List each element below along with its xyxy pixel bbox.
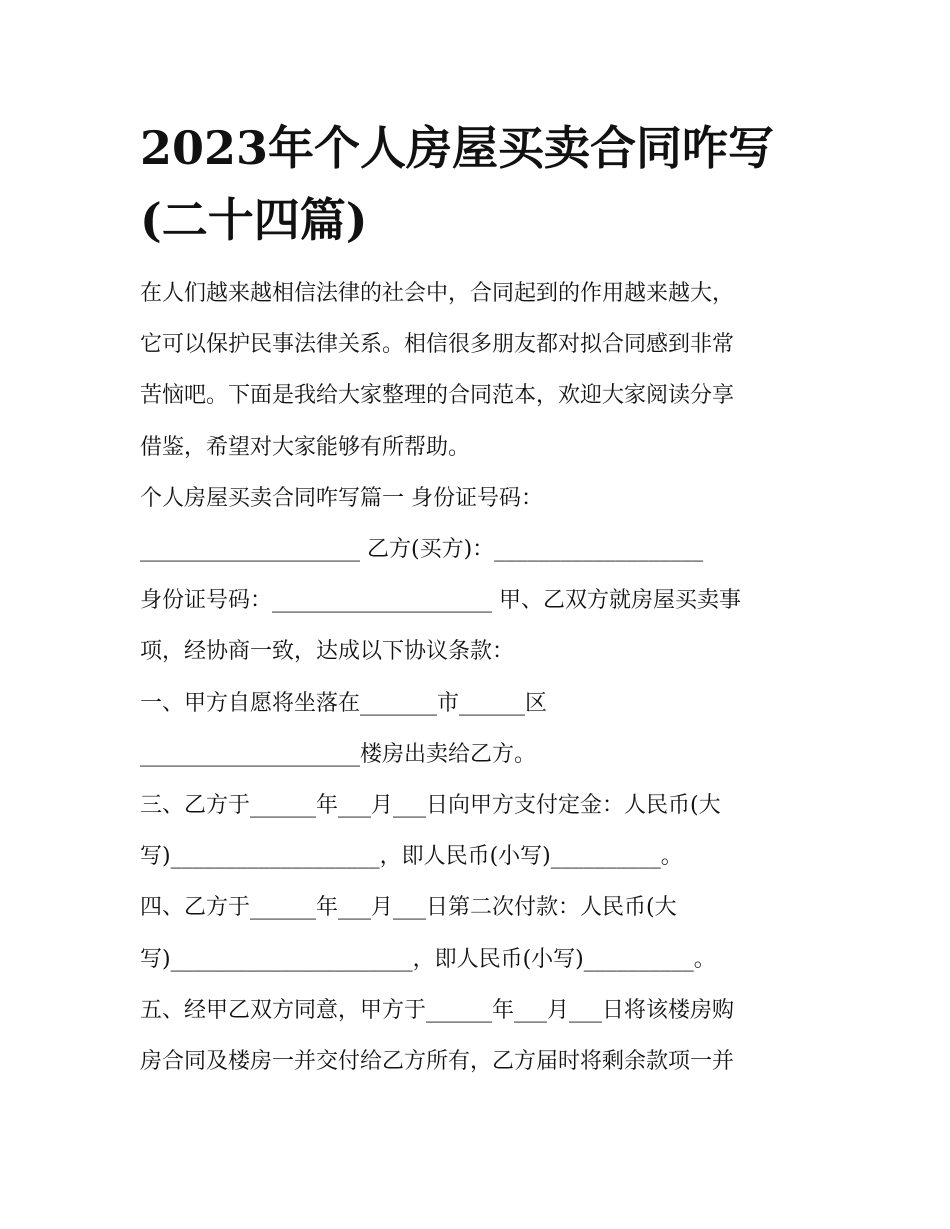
- title-line-1: 2023年个人房屋买卖合同咋写: [140, 121, 775, 175]
- body-line-3: 苦恼吧。下面是我给大家整理的合同范本，欢迎大家阅读分享: [140, 383, 735, 409]
- body-line-15: 五、经甲乙双方同意，甲方于______年___月___日将该楼房购: [140, 997, 735, 1023]
- document-page: [140, 112, 812, 1087]
- body-line-1: 在人们越来越相信法律的社会中，合同起到的作用越来越大，: [140, 281, 735, 306]
- body-line-12: 写)___________________，即人民币(小写)__________。: [140, 844, 683, 870]
- body-line-11: 三、乙方于______年___月___日向甲方支付定金：人民币(大: [140, 793, 721, 819]
- document-body: [140, 268, 812, 1087]
- document-title: [140, 112, 812, 256]
- body-line-5: 个人房屋买卖合同咋写篇一 身份证号码：: [140, 485, 543, 511]
- body-line-9: 一、甲方自愿将坐落在_______市______区: [140, 690, 548, 716]
- body-line-13: 四、乙方于______年___月___日第二次付款：人民币(大: [140, 895, 677, 921]
- body-line-2: 它可以保护民事法律关系。相信很多朋友都对拟合同感到非常: [140, 332, 735, 358]
- body-line-10: ____________________楼房出卖给乙方。: [140, 741, 537, 767]
- body-line-14: 写)______________________，即人民币(小写)__________。: [140, 946, 716, 972]
- title-line-2: (二十四篇): [140, 193, 368, 247]
- body-line-8: 项，经协商一致，达成以下协议条款：: [140, 639, 515, 665]
- body-line-7: 身份证号码：____________________ 甲、乙双方就房屋买卖事: [140, 588, 741, 614]
- body-line-16: 房合同及楼房一并交付给乙方所有，乙方届时将剩余款项一并: [140, 1049, 735, 1075]
- body-line-4: 借鉴，希望对大家能够有所帮助。: [140, 434, 471, 460]
- body-line-6: ____________________ 乙方(买方)：___________________: [140, 537, 704, 563]
